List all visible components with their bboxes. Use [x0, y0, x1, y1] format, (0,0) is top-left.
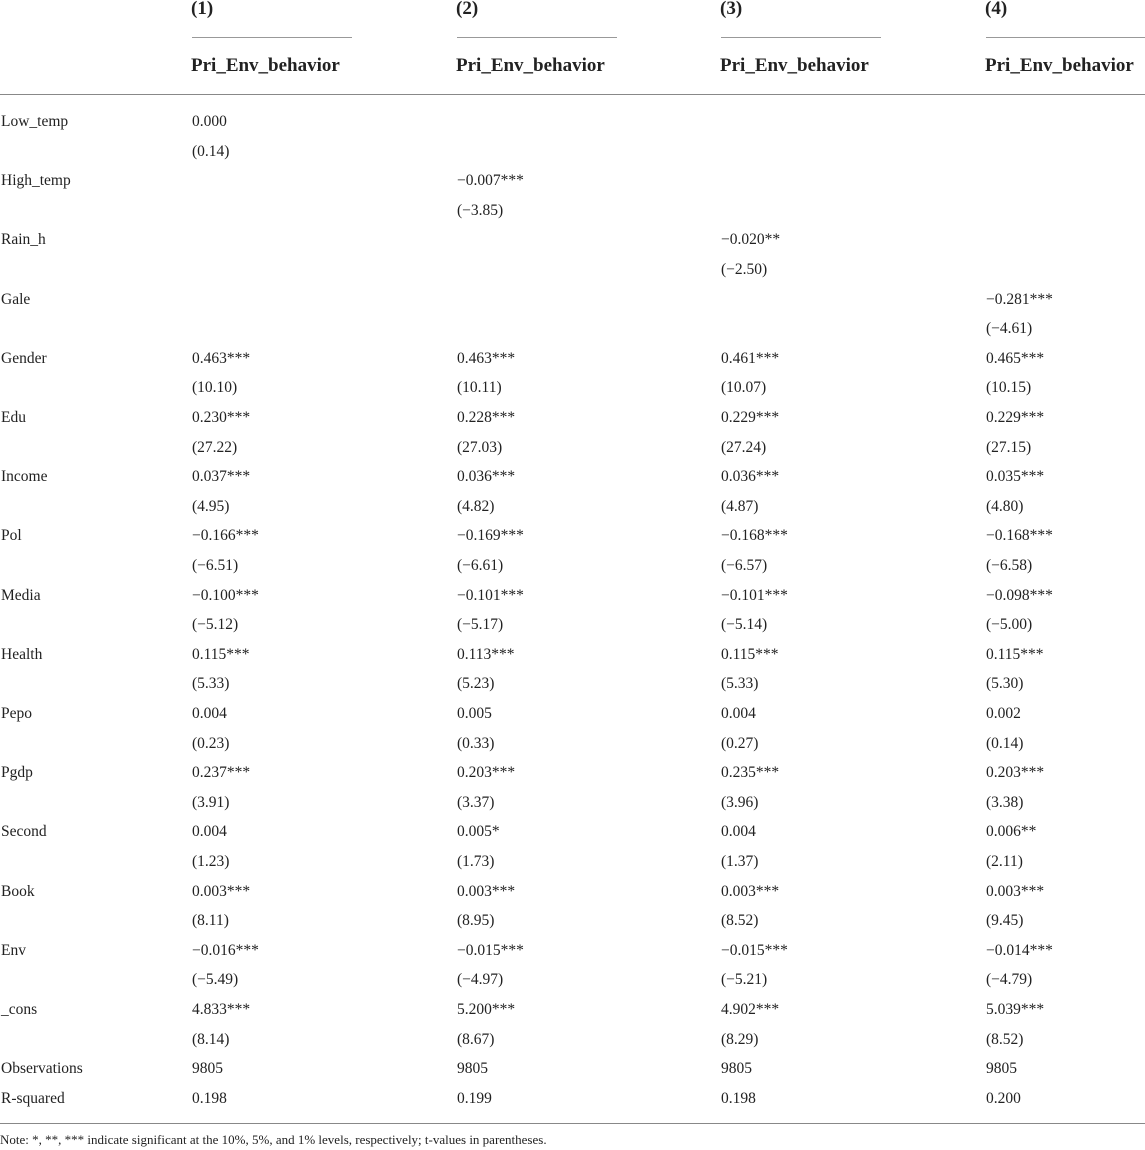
tvalue-cell: (10.07): [721, 379, 767, 397]
tvalue-cell: (27.03): [457, 438, 503, 456]
coef-cell: −0.015***: [457, 941, 524, 959]
stat-cell: 0.199: [457, 1089, 492, 1107]
tvalue-cell: (3.96): [721, 793, 759, 811]
coef-cell: −0.169***: [457, 527, 524, 545]
coef-cell: 0.230***: [192, 409, 251, 426]
coef-cell: −0.281***: [986, 290, 1053, 308]
coef-cell: 0.113***: [457, 645, 515, 663]
row-label: High_temp: [1, 172, 71, 190]
coef-cell: 0.461***: [721, 349, 780, 367]
coef-cell: 4.902***: [721, 1001, 780, 1018]
row-label: Gale: [1, 290, 31, 308]
tvalue-cell: (5.33): [192, 675, 230, 693]
coef-cell: 0.004: [192, 705, 227, 722]
row-label: Second: [1, 823, 47, 841]
stat-cell: 0.200: [986, 1089, 1021, 1107]
table-note: Note: *, **, *** indicate significant at the 10%, 5%, and 1% levels, respectively; t-values in parentheses.: [0, 1132, 547, 1147]
tvalue-cell: (27.24): [721, 438, 767, 456]
row-label: Low_temp: [1, 113, 69, 130]
stat-cell: 9805: [457, 1060, 488, 1078]
coef-cell: 0.229***: [986, 409, 1045, 426]
coef-cell: 0.465***: [986, 349, 1045, 367]
tvalue-cell: (10.11): [457, 379, 502, 397]
column-rule-1: [192, 37, 352, 38]
tvalue-cell: (0.27): [721, 734, 759, 752]
column-number-2: (2): [456, 0, 479, 19]
tvalue-cell: (−5.14): [721, 616, 768, 634]
column-number-1: (1): [191, 0, 214, 19]
coef-cell: 0.229***: [721, 409, 780, 426]
tvalue-cell: (5.33): [721, 675, 759, 693]
coef-cell: 0.006**: [986, 823, 1037, 841]
tvalue-cell: (10.15): [986, 379, 1032, 397]
row-label: Pepo: [1, 705, 32, 722]
coef-cell: 4.833***: [192, 1001, 251, 1018]
tvalue-cell: (0.14): [192, 142, 230, 160]
coef-cell: −0.014***: [986, 941, 1053, 959]
coef-cell: 0.037***: [192, 468, 251, 486]
tvalue-cell: (1.37): [721, 853, 759, 870]
coef-cell: 0.000: [192, 113, 227, 130]
tvalue-cell: (5.30): [986, 675, 1024, 693]
coef-cell: 0.002: [986, 705, 1021, 722]
tvalue-cell: (−4.79): [986, 971, 1033, 989]
tvalue-cell: (−4.61): [986, 320, 1033, 338]
coef-cell: 0.115***: [986, 645, 1044, 663]
coef-cell: 5.200***: [457, 1001, 516, 1018]
tvalue-cell: (−2.50): [721, 261, 768, 278]
tvalue-cell: (8.14): [192, 1030, 230, 1048]
tvalue-cell: (8.29): [721, 1030, 759, 1048]
tvalue-cell: (1.73): [457, 853, 495, 870]
coef-cell: 0.203***: [457, 764, 516, 782]
coef-cell: −0.098***: [986, 586, 1053, 604]
column-number-3: (3): [720, 0, 743, 19]
coef-cell: 0.463***: [192, 349, 251, 367]
tvalue-cell: (8.67): [457, 1030, 495, 1048]
tvalue-cell: (−5.12): [192, 616, 239, 634]
coef-cell: 0.004: [721, 705, 756, 722]
tvalue-cell: (−5.17): [457, 616, 504, 634]
coef-cell: 0.005*: [457, 823, 500, 841]
tvalue-cell: (−4.97): [457, 971, 504, 989]
coef-cell: 0.036***: [721, 468, 780, 486]
tvalue-cell: (3.38): [986, 793, 1024, 811]
coef-cell: −0.101***: [721, 586, 788, 604]
coef-cell: 0.003***: [192, 882, 251, 900]
row-label: Book: [1, 882, 35, 900]
stat-label: Observations: [1, 1060, 83, 1078]
tvalue-cell: (4.80): [986, 497, 1024, 515]
column-header-3: Pri_Env_behavior: [720, 55, 869, 76]
stat-cell: 9805: [986, 1060, 1017, 1078]
coef-cell: 0.004: [721, 823, 756, 841]
tvalue-cell: (−3.85): [457, 201, 504, 219]
coef-cell: 0.203***: [986, 764, 1045, 782]
tvalue-cell: (−6.61): [457, 557, 504, 574]
coef-cell: 0.036***: [457, 468, 516, 486]
tvalue-cell: (8.11): [192, 912, 229, 930]
tvalue-cell: (10.10): [192, 379, 238, 397]
stat-cell: 9805: [721, 1060, 752, 1078]
coef-cell: 0.235***: [721, 764, 780, 782]
tvalue-cell: (2.11): [986, 853, 1023, 870]
row-label: Media: [1, 586, 41, 604]
row-label: Edu: [1, 409, 26, 426]
coef-cell: −0.016***: [192, 941, 259, 959]
tvalue-cell: (0.23): [192, 734, 230, 752]
coef-cell: 0.237***: [192, 764, 251, 782]
tvalue-cell: (−6.58): [986, 557, 1033, 574]
coef-cell: 0.228***: [457, 409, 516, 426]
header-bottom-rule: [0, 94, 1145, 95]
stat-label: R-squared: [1, 1089, 65, 1107]
tvalue-cell: (−6.51): [192, 557, 239, 574]
row-label: Rain_h: [1, 231, 46, 249]
column-rule-4: [986, 37, 1145, 38]
coef-cell: −0.101***: [457, 586, 524, 604]
coef-cell: 0.003***: [986, 882, 1045, 900]
column-rule-2: [457, 37, 617, 38]
tvalue-cell: (8.95): [457, 912, 495, 930]
tvalue-cell: (3.37): [457, 793, 495, 811]
tvalue-cell: (27.15): [986, 438, 1032, 456]
coef-cell: −0.168***: [721, 527, 788, 545]
stat-cell: 9805: [192, 1060, 223, 1078]
row-label: Env: [1, 941, 26, 959]
coef-cell: 0.004: [192, 823, 227, 841]
coef-cell: −0.168***: [986, 527, 1053, 545]
coef-cell: 0.003***: [721, 882, 780, 900]
tvalue-cell: (4.82): [457, 497, 495, 515]
tvalue-cell: (−5.21): [721, 971, 768, 989]
coef-cell: 0.115***: [192, 645, 250, 663]
column-rule-3: [721, 37, 881, 38]
tvalue-cell: (4.87): [721, 497, 759, 515]
coef-cell: 0.035***: [986, 468, 1045, 486]
tvalue-cell: (8.52): [986, 1030, 1024, 1048]
row-label: Pol: [1, 527, 22, 545]
column-header-1: Pri_Env_behavior: [191, 55, 340, 76]
tvalue-cell: (8.52): [721, 912, 759, 930]
tvalue-cell: (−6.57): [721, 557, 768, 574]
tvalue-cell: (3.91): [192, 793, 230, 811]
row-label: _cons: [1, 1001, 38, 1018]
tvalue-cell: (27.22): [192, 438, 238, 456]
coef-cell: −0.007***: [457, 172, 524, 190]
coef-cell: 0.463***: [457, 349, 516, 367]
coef-cell: 0.003***: [457, 882, 516, 900]
coef-cell: −0.166***: [192, 527, 259, 545]
tvalue-cell: (9.45): [986, 912, 1024, 930]
column-header-2: Pri_Env_behavior: [456, 55, 605, 76]
coef-cell: 0.115***: [721, 645, 779, 663]
column-number-4: (4): [985, 0, 1008, 19]
row-label: Health: [1, 645, 43, 663]
coef-cell: 0.005: [457, 705, 492, 722]
tvalue-cell: (5.23): [457, 675, 495, 693]
tvalue-cell: (1.23): [192, 853, 230, 870]
tvalue-cell: (4.95): [192, 497, 230, 515]
coef-cell: −0.100***: [192, 586, 259, 604]
row-label: Income: [1, 468, 48, 486]
tvalue-cell: (−5.00): [986, 616, 1033, 634]
tvalue-cell: (0.33): [457, 734, 495, 752]
coef-cell: 5.039***: [986, 1001, 1045, 1018]
coef-cell: −0.020**: [721, 231, 781, 249]
column-header-4: Pri_Env_behavior: [985, 55, 1134, 76]
tvalue-cell: (0.14): [986, 734, 1024, 752]
stat-cell: 0.198: [721, 1089, 756, 1107]
table-bottom-rule: [0, 1123, 1145, 1124]
tvalue-cell: (−5.49): [192, 971, 239, 989]
row-label: Pgdp: [1, 764, 33, 782]
coef-cell: −0.015***: [721, 941, 788, 959]
stat-cell: 0.198: [192, 1089, 227, 1107]
row-label: Gender: [1, 349, 47, 367]
